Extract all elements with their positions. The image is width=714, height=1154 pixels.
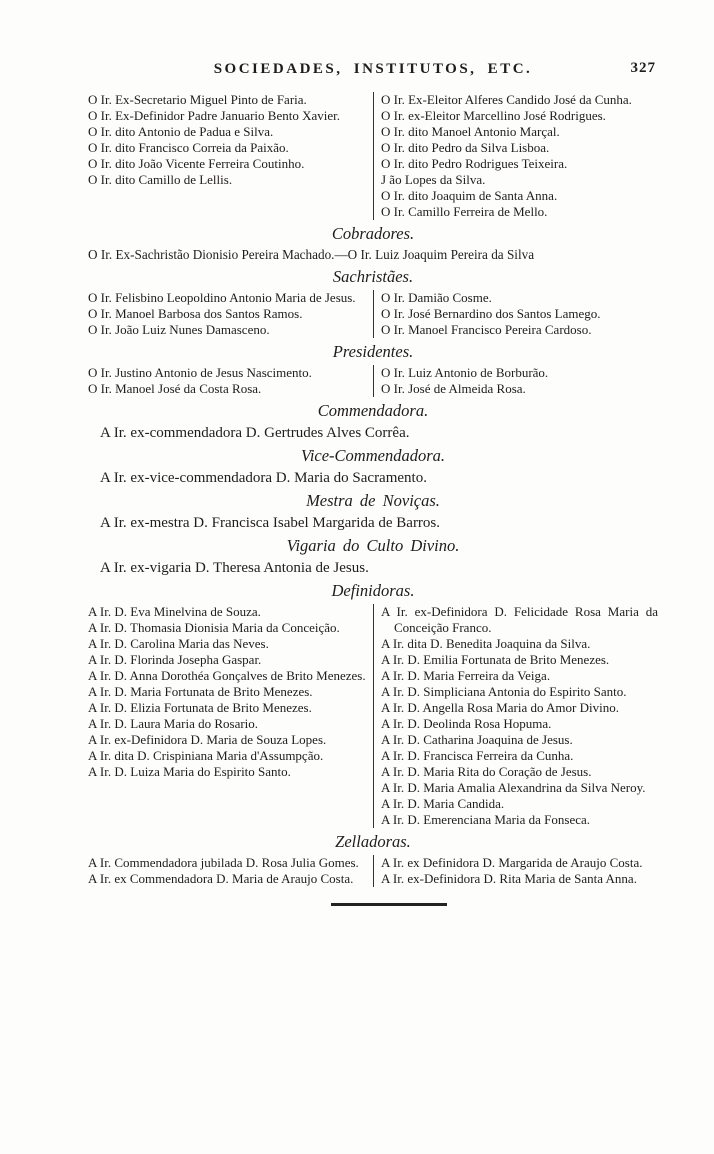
list-item: O Ir. Camillo Ferreira de Mello. (381, 204, 548, 219)
list-item: A Ir. D. Maria Ferreira da Veiga. (381, 668, 551, 683)
list-item: A Ir. D. Maria Rita do Coração de Jesus. (381, 764, 592, 779)
page-header (88, 60, 658, 80)
definidoras-column-left (88, 604, 373, 828)
definidoras-column-right (373, 604, 658, 828)
heading-mestra-de-novicas: Mestra de Noviças. (306, 491, 440, 510)
list-item: O Ir. José Bernardino dos Santos Lamego. (381, 306, 601, 321)
list-item: A Ir. D. Emerenciana Maria da Fonseca. (381, 812, 591, 827)
list-item: A Ir. D. Catharina Joaquina de Jesus. (381, 732, 573, 747)
cobradores-line: O Ir. Ex-Sachristão Dionisio Pereira Machado.—O Ir. Luiz Joaquim Pereira da Silva (88, 247, 535, 262)
sachristaes-column-left (88, 290, 373, 338)
list-item: A Ir. D. Florinda Josepha Gaspar. (88, 652, 262, 667)
heading-zelladoras: Zelladoras. (335, 832, 411, 851)
list-item: O Ir. dito Antonio de Padua e Silva. (88, 124, 274, 139)
list-item: A Ir. dita D. Benedita Joaquina da Silva. (381, 636, 591, 651)
list-item: A Ir. D. Maria Candida. (381, 796, 505, 811)
list-item: O Ir. dito João Vicente Ferreira Coutinho. (88, 156, 305, 171)
page-number: 327 (630, 60, 656, 76)
list-item: A Ir. Commendadora jubilada D. Rosa Julia Gomes. (88, 855, 359, 870)
list-item: A Ir. D. Elizia Fortunata de Brito Menezes. (88, 700, 312, 715)
section-zelladoras (88, 855, 658, 887)
vice-commendadora-line: A Ir. ex-vice-commendadora D. Maria do Sacramento. (100, 470, 427, 486)
list-item: A Ir. D. Angella Rosa Maria do Amor Divino. (381, 700, 619, 715)
list-item: A Ir. ex Commendadora D. Maria de Araujo Costa. (88, 871, 354, 886)
list-item: A Ir. D. Simpliciana Antonia do Espirito Santo. (381, 684, 627, 699)
list-item: A Ir. ex-Definidora D. Rita Maria de Santa Anna. (381, 871, 637, 886)
list-item: A Ir. D. Maria Fortunata de Brito Menezes. (88, 684, 313, 699)
list-item: A Ir. ex-Definidora D. Felicidade Rosa Maria da Conceição Franco. (381, 604, 658, 635)
list-item: A Ir. dita D. Crispiniana Maria d'Assumpção. (88, 748, 324, 763)
zelladoras-column-right (373, 855, 658, 887)
list-item: O Ir. José de Almeida Rosa. (381, 381, 526, 396)
list-item: O Ir. ex-Eleitor Marcellino José Rodrigues. (381, 108, 606, 123)
list-item: O Ir. dito Francisco Correia da Paixão. (88, 140, 289, 155)
list-item: A Ir. D. Thomasia Dionisia Maria da Conceição. (88, 620, 340, 635)
list-item: O Ir. dito Pedro da Silva Lisboa. (381, 140, 550, 155)
vigaria-line: A Ir. ex-vigaria D. Theresa Antonia de Jesus. (100, 560, 369, 576)
heading-presidentes: Presidentes. (332, 342, 414, 361)
list-item: O Ir. dito Pedro Rodrigues Teixeira. (381, 156, 568, 171)
heading-commendadora: Commendadora. (317, 401, 429, 420)
list-item: O Ir. Ex-Secretario Miguel Pinto de Faria. (88, 92, 307, 107)
list-item: A Ir. D. Emilia Fortunata de Brito Menezes. (381, 652, 610, 667)
list-item: J ão Lopes da Silva. (381, 172, 486, 187)
heading-vice-commendadora: Vice-Commendadora. (300, 446, 446, 465)
heading-vigaria-do-culto-divino: Vigaria do Culto Divino. (286, 536, 460, 555)
commendadora-line: A Ir. ex-commendadora D. Gertrudes Alves Corrêa. (100, 425, 410, 441)
presidentes-column-left (88, 365, 373, 397)
list-item: A Ir. D. Luiza Maria do Espirito Santo. (88, 764, 291, 779)
mestra-de-novicas-line: A Ir. ex-mestra D. Francisca Isabel Margarida de Barros. (100, 515, 441, 531)
list-item: O Ir. Felisbino Leopoldino Antonio Maria de Jesus. (88, 290, 356, 305)
officers-column-left (88, 92, 373, 220)
list-item: O Ir. Luiz Antonio de Borburão. (381, 365, 549, 380)
list-item: O Ir. Ex-Definidor Padre Januario Bento Xavier. (88, 108, 340, 123)
list-item: A Ir. D. Deolinda Rosa Hopuma. (381, 716, 552, 731)
section-presidentes (88, 365, 658, 397)
zelladoras-column-left (88, 855, 373, 887)
heading-cobradores: Cobradores. (331, 224, 415, 243)
list-item: O Ir. João Luiz Nunes Damasceno. (88, 322, 270, 337)
list-item: O Ir. dito Manoel Antonio Marçal. (381, 124, 560, 139)
list-item: O Ir. dito Joaquim de Santa Anna. (381, 188, 558, 203)
section-officers (88, 92, 658, 220)
list-item: O Ir. Damião Cosme. (381, 290, 492, 305)
section-sachristaes (88, 290, 658, 338)
section-definidoras (88, 604, 658, 828)
list-item: O Ir. Justino Antonio de Jesus Nascimento. (88, 365, 312, 380)
list-item: O Ir. dito Camillo de Lellis. (88, 172, 233, 187)
list-item: O Ir. Manoel Barbosa dos Santos Ramos. (88, 306, 303, 321)
list-item: A Ir. D. Eva Minelvina de Souza. (88, 604, 261, 619)
list-item: A Ir. D. Laura Maria do Rosario. (88, 716, 259, 731)
list-item: A Ir. ex Definidora D. Margarida de Araujo Costa. (381, 855, 643, 870)
list-item: O Ir. Ex-Eleitor Alferes Candido José da Cunha. (381, 92, 632, 107)
heading-sachristaes: Sachristães. (332, 267, 414, 286)
list-item: A Ir. D. Francisca Ferreira da Cunha. (381, 748, 574, 763)
list-item: A Ir. D. Carolina Maria das Neves. (88, 636, 269, 651)
officers-column-right (373, 92, 658, 220)
end-of-section-rule (331, 903, 447, 906)
list-item: O Ir. Manoel José da Costa Rosa. (88, 381, 262, 396)
sachristaes-column-right (373, 290, 658, 338)
list-item: A Ir. D. Maria Amalia Alexandrina da Silva Neroy. (381, 780, 646, 795)
page-title: SOCIEDADES, INSTITUTOS, ETC. (213, 61, 533, 77)
presidentes-column-right (373, 365, 658, 397)
heading-definidoras: Definidoras. (331, 581, 415, 600)
list-item: A Ir. ex-Definidora D. Maria de Souza Lopes. (88, 732, 327, 747)
list-item: A Ir. D. Anna Dorothéa Gonçalves de Brito Menezes. (88, 668, 366, 683)
list-item: O Ir. Manoel Francisco Pereira Cardoso. (381, 322, 592, 337)
